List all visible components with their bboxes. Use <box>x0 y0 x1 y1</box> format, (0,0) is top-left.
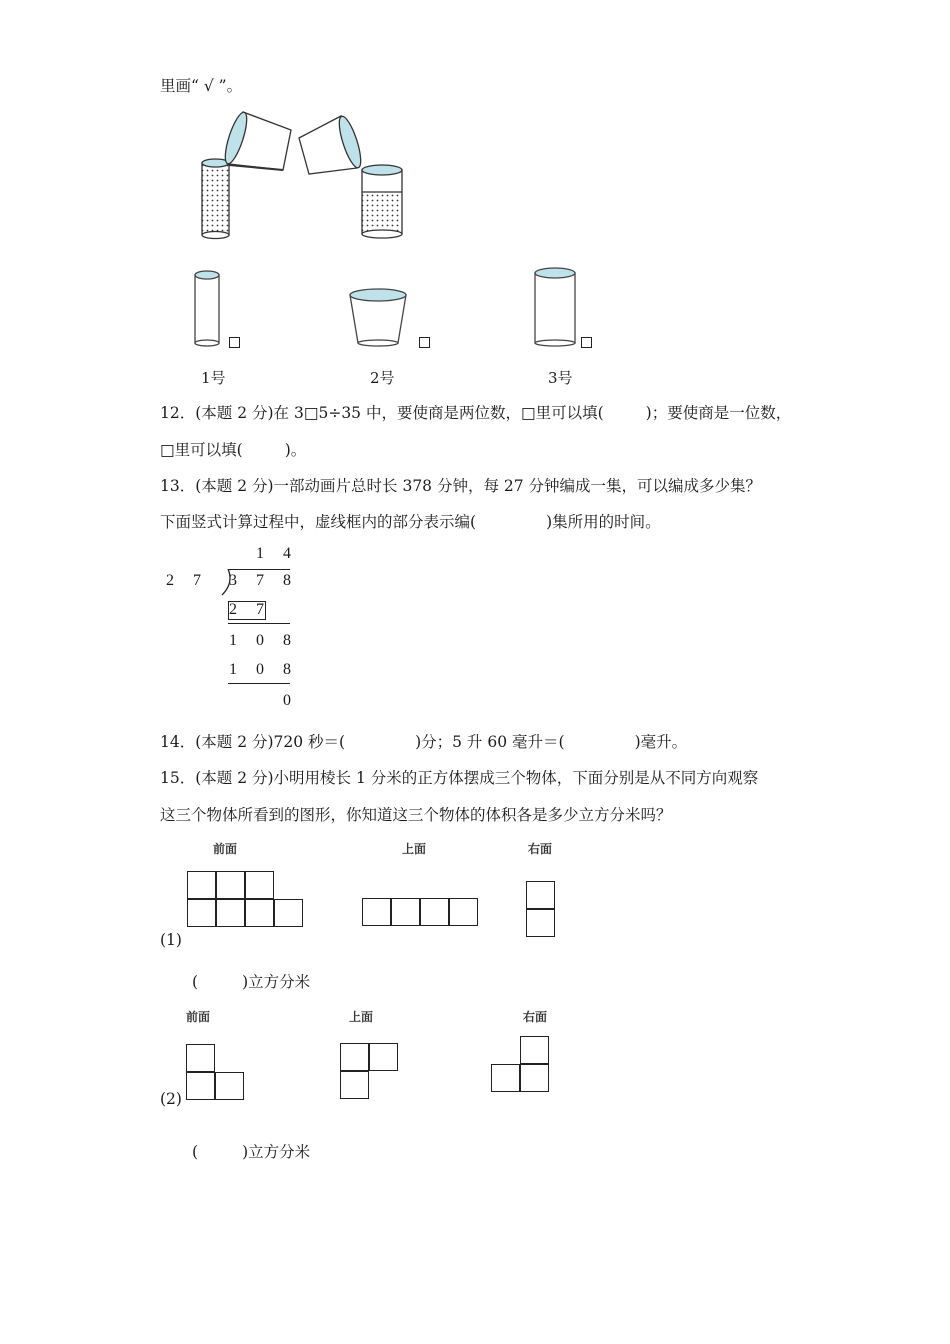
grid-cell <box>216 899 245 927</box>
grid-cell <box>526 881 555 909</box>
step2-digit: 1 <box>229 661 237 678</box>
part2-answer-open: ( <box>192 1143 199 1161</box>
grid-cell <box>391 898 420 926</box>
q12-line1-prefix: 12．(本题 2 分)在 3□5÷35 中，要使商是两位数，□里可以填( <box>160 404 604 422</box>
divisor-digit: 2 <box>166 572 174 589</box>
q12-line2 <box>160 440 306 460</box>
grid-cell <box>526 909 555 937</box>
q14-line <box>160 732 687 752</box>
right-wide-cylinder <box>362 165 402 238</box>
part1-answer-open: ( <box>192 973 199 991</box>
division-bar <box>228 569 290 570</box>
q11-instruction: 里画“ √ ”。 <box>160 77 243 95</box>
grid-cell <box>187 871 216 899</box>
divisor-digit: 7 <box>193 572 201 589</box>
q12-line1 <box>160 403 791 423</box>
part2-answer <box>192 1142 310 1162</box>
quotient-digit: 4 <box>283 545 291 562</box>
dividend-digit: 7 <box>256 572 264 589</box>
part2-label: (2) <box>160 1090 182 1108</box>
cup-1-label: 1号 <box>201 369 226 387</box>
subtraction-line <box>228 623 290 624</box>
step1-digit: 2 <box>229 601 237 618</box>
cup-1-checkbox[interactable] <box>229 337 240 348</box>
q14-middle: )分；5 升 60 毫升＝( <box>415 733 565 751</box>
cup-2-label: 2号 <box>370 369 395 387</box>
part2-front-label: 前面 <box>186 1010 211 1024</box>
part2-right-label: 右面 <box>523 1010 548 1024</box>
grid-cell <box>187 899 216 927</box>
cup-3-tall-wide <box>535 268 575 346</box>
q14-prefix: 14．(本题 2 分)720 秒＝( <box>160 733 346 751</box>
q13-line2 <box>160 512 661 532</box>
remainder-digit: 8 <box>283 632 291 649</box>
grid-cell <box>216 871 245 899</box>
grid-cell <box>340 1043 369 1071</box>
grid-cell <box>520 1064 549 1092</box>
remainder-digit: 1 <box>229 632 237 649</box>
q13-line2-suffix: )集所用的时间。 <box>546 513 661 531</box>
cup-1-tall-narrow <box>195 271 219 346</box>
cups-row <box>190 265 590 350</box>
dividend-digit: 8 <box>283 572 291 589</box>
quotient-digit: 1 <box>256 545 264 562</box>
grid-cell <box>215 1072 244 1100</box>
q12-line1-suffix: )；要使商是一位数， <box>645 404 792 422</box>
step2-digit: 0 <box>256 661 264 678</box>
grid-cell <box>186 1044 215 1072</box>
subtraction-line <box>228 683 290 684</box>
cup-2-wide-tapered <box>350 289 406 346</box>
grid-cell <box>362 898 391 926</box>
q13-line1: 13．(本题 2 分)一部动画片总时长 378 分钟，每 27 分钟编成一集，可以编成多少集？ <box>160 477 762 495</box>
grid-cell <box>449 898 478 926</box>
q12-line2-prefix: □里可以填( <box>160 441 243 459</box>
left-tall-cylinder <box>202 159 229 239</box>
grid-cell <box>420 898 449 926</box>
part2-top-label: 上面 <box>349 1010 374 1024</box>
part1-right-label: 右面 <box>528 842 553 856</box>
pouring-illustration <box>195 108 410 243</box>
right-tilted-cup <box>299 114 365 174</box>
q12-line2-suffix: )。 <box>284 441 307 459</box>
cup-2-checkbox[interactable] <box>419 337 430 348</box>
part2-answer-close: )立方分米 <box>242 1143 311 1161</box>
q13-line2-prefix: 下面竖式计算过程中，虚线框内的部分表示编( <box>160 513 477 531</box>
remainder-digit: 0 <box>256 632 264 649</box>
part1-top-label: 上面 <box>402 842 427 856</box>
q15-line1: 15．(本题 2 分)小明用棱长 1 分米的正方体摆成三个物体，下面分别是从不同方向观察 <box>160 769 759 787</box>
grid-cell <box>369 1043 398 1071</box>
grid-cell <box>340 1071 369 1099</box>
final-remainder: 0 <box>283 692 291 709</box>
q15-line2: 这三个物体所看到的图形，你知道这三个物体的体积各是多少立方分米吗？ <box>160 806 672 824</box>
grid-cell <box>245 871 274 899</box>
grid-cell <box>491 1064 520 1092</box>
part1-front-label: 前面 <box>213 842 238 856</box>
grid-cell <box>186 1072 215 1100</box>
q14-suffix: )毫升。 <box>634 733 688 751</box>
grid-cell <box>520 1036 549 1064</box>
dividend-digit: 3 <box>229 572 237 589</box>
part1-label: (1) <box>160 931 182 949</box>
cup-3-checkbox[interactable] <box>581 337 592 348</box>
long-division <box>160 540 320 720</box>
grid-cell <box>274 899 303 927</box>
part1-answer-close: )立方分米 <box>242 973 311 991</box>
left-tilted-cup <box>221 110 291 170</box>
part1-answer <box>192 972 310 992</box>
step1-digit: 7 <box>256 601 264 618</box>
cup-3-label: 3号 <box>548 369 573 387</box>
step2-digit: 8 <box>283 661 291 678</box>
grid-cell <box>245 899 274 927</box>
